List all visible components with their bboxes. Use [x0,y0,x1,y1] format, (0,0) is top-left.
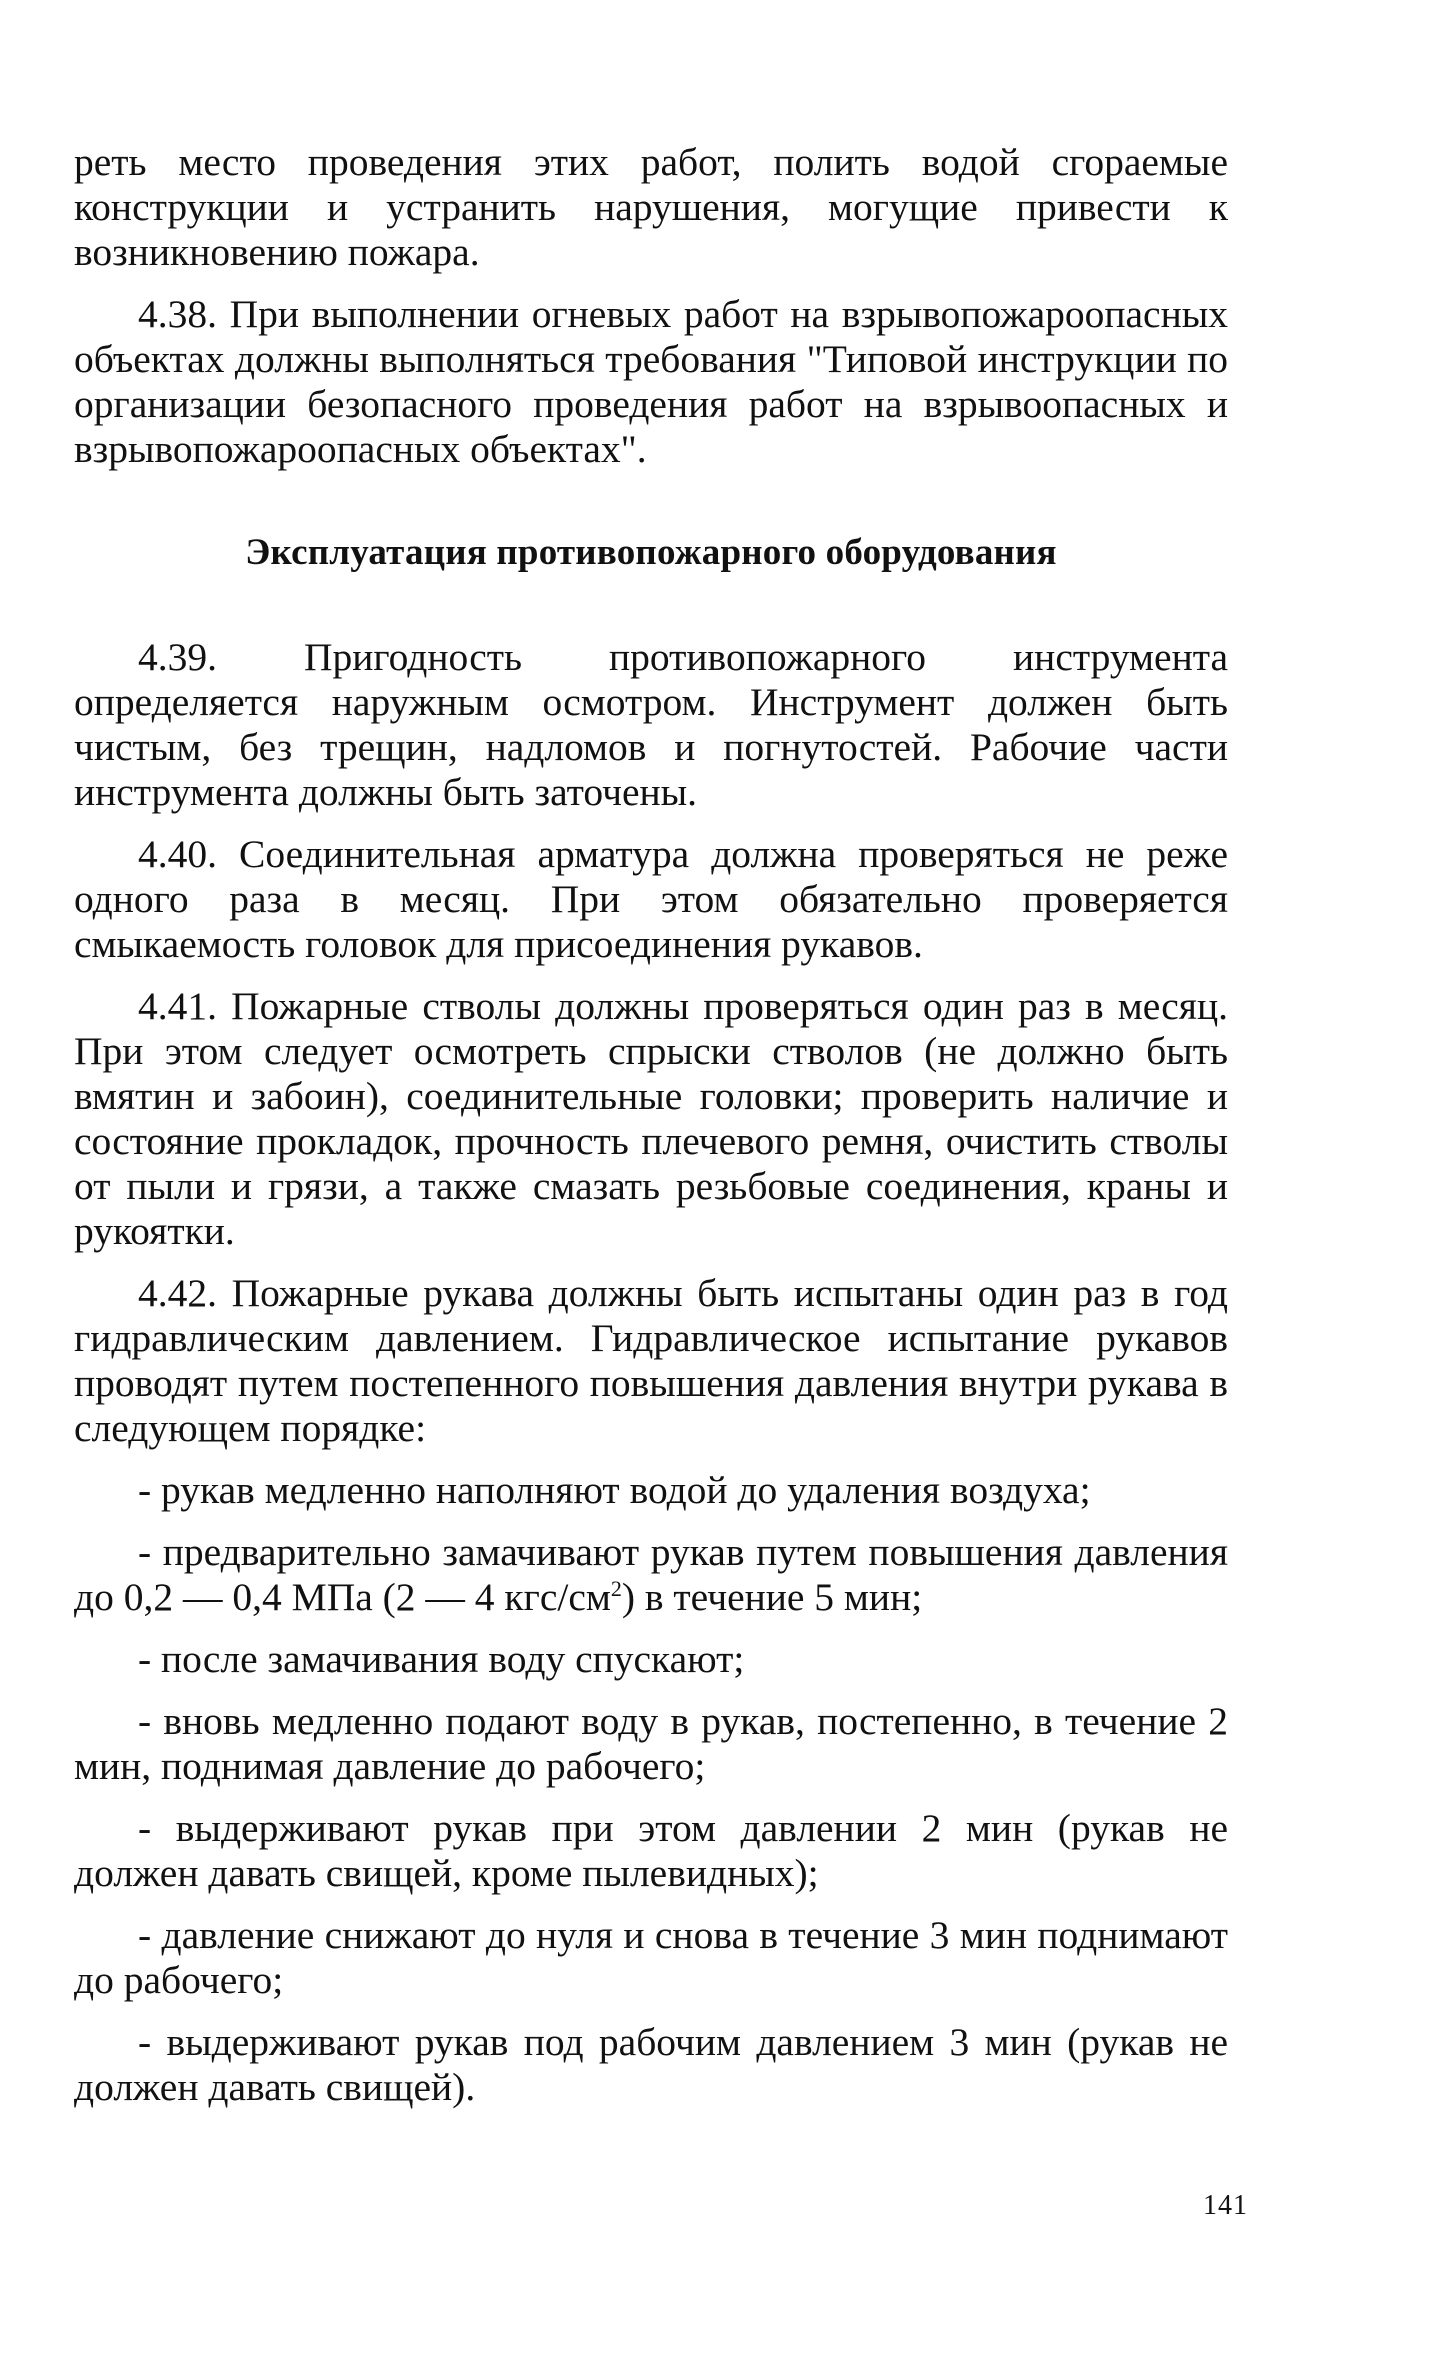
list-item-text: - предварительно замачивают рукав путем повышения давления до 0,2 — 0,4 МПа (2 — 4 кгс/см [74,1530,1228,1619]
paragraph-4-42: 4.42. Пожарные рукава должны быть испытаны один раз в год гидравлическим давлением. Гидравлическое испытание рукавов проводят путем постепенного повышения давления внутри рукава в следующем порядке: [74,1271,1228,1450]
list-item: - после замачивания воду спускают; [138,1637,745,1681]
paragraph-4-39: 4.39. Пригодность противопожарного инструмента определяется наружным осмотром. Инструмент должен быть чистым, без трещин, надломов и погнутостей. Рабочие части инструмента должны быть заточены. [74,635,1228,814]
list-item: - выдерживают рукав под рабочим давлением 3 мин (рукав не должен давать свищей). [74,2020,1228,2109]
paragraph-4-41: 4.41. Пожарные стволы должны проверяться один раз в месяц. При этом следует осмотреть спрыски стволов (не должно быть вмятин и забоин), соединительные головки; проверить наличие и состояние прокладок, прочность плечевого ремня, очистить стволы от пыли и грязи, а также смазать резьбовые соединения, краны и рукоятки. [74,984,1228,1253]
list-item: - вновь медленно подают воду в рукав, постепенно, в течение 2 мин, поднимая давление до рабочего; [74,1699,1228,1788]
list-item: - выдерживают рукав при этом давлении 2 мин (рукав не должен давать свищей, кроме пылевидных); [74,1806,1228,1895]
section-heading: Эксплуатация противопожарного оборудования [245,532,1057,573]
page-number: 141 [1203,2190,1248,2221]
paragraph-4-38: 4.38. При выполнении огневых работ на взрывопожароопасных объектах должны выполняться требования "Типовой инструкции по организации безопасного проведения работ на взрывоопасных и взрывопожароопасных объектах". [74,292,1228,471]
list-item-text-end: ) в течение 5 мин; [621,1575,923,1619]
paragraph-4-40: 4.40. Соединительная арматура должна проверяться не реже одного раза в месяц. При этом обязательно проверяется смыкаемость головок для присоединения рукавов. [74,832,1228,966]
unit-superscript: 2 [610,1575,622,1601]
list-item: - рукав медленно наполняют водой до удаления воздуха; [138,1468,1091,1512]
intro-paragraph: реть место проведения этих работ, полить водой сгораемые конструкции и устранить нарушения, могущие привести к возникновению пожара. [74,140,1228,274]
list-item: - давление снижают до нуля и снова в течение 3 мин поднимают до рабочего; [74,1913,1228,2002]
list-item-pressure [74,1530,1228,1620]
document-page [74,140,1228,2110]
